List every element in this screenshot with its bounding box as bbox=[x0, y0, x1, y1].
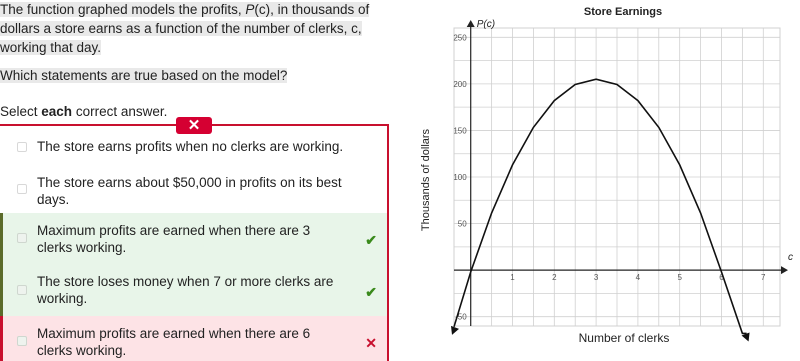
store-earnings-chart bbox=[415, 0, 800, 361]
close-icon: ✕ bbox=[187, 117, 201, 134]
y-tick-label: 150 bbox=[453, 126, 467, 136]
checkbox[interactable] bbox=[17, 184, 27, 194]
x-tick-label: 7 bbox=[761, 273, 766, 283]
x-tick-label: 4 bbox=[635, 273, 641, 283]
answer-option-5[interactable] bbox=[0, 316, 387, 361]
correct-indicator-bar bbox=[0, 264, 3, 316]
answer-options bbox=[0, 124, 389, 361]
prompt-text: The function graphed models the profits, bbox=[0, 2, 246, 17]
option-label: The store loses money when 7 or more clerks are working. bbox=[37, 274, 334, 306]
close-button[interactable] bbox=[176, 117, 212, 134]
prompt-function-name: P bbox=[245, 2, 255, 17]
instruction-pre: Select bbox=[0, 104, 42, 119]
option-label: Maximum profits are earned when there are 3 clerks working. bbox=[37, 223, 311, 255]
prompt-text-continued: , in thousands of dollars a store earns as a function of the number of clerks, c, working that day. bbox=[0, 2, 370, 55]
prompt-function-arg: (c) bbox=[254, 2, 271, 17]
y-tick-label: 50 bbox=[457, 219, 467, 229]
checkbox[interactable] bbox=[17, 142, 27, 152]
x-tick-label: 1 bbox=[510, 273, 515, 283]
gridlines bbox=[454, 28, 780, 326]
profit-curve bbox=[454, 79, 747, 333]
x-tick-label: 2 bbox=[552, 273, 557, 283]
checkmark-icon: ✔ bbox=[365, 232, 377, 248]
instruction-post: correct answer. bbox=[72, 104, 168, 119]
x-axis-name: c bbox=[788, 252, 793, 264]
curve-layer bbox=[451, 79, 750, 341]
option-label: The store earns profits when no clerks are working. bbox=[37, 139, 344, 154]
ask-text: Which statements are true based on the model? bbox=[0, 68, 288, 83]
question-ask bbox=[0, 66, 372, 85]
x-tick-label: 6 bbox=[719, 273, 724, 283]
option-label: The store earns about $50,000 in profits on its best days. bbox=[37, 175, 342, 207]
y-axis-name: P(c) bbox=[476, 19, 496, 30]
option-label: Maximum profits are earned when there are 6 clerks working. bbox=[37, 326, 311, 358]
instruction-bold: each bbox=[41, 104, 73, 119]
question-panel bbox=[0, 0, 390, 361]
x-tick-label: 5 bbox=[677, 273, 682, 283]
cross-icon: ✕ bbox=[365, 335, 377, 351]
x-axis-label: Number of clerks bbox=[578, 331, 670, 345]
graph-panel bbox=[415, 0, 800, 361]
instruction bbox=[0, 103, 167, 121]
checkbox-checked[interactable] bbox=[17, 336, 27, 346]
answer-option-2[interactable] bbox=[0, 168, 387, 213]
y-tick-label: -50 bbox=[455, 312, 467, 322]
incorrect-indicator-bar bbox=[0, 316, 3, 361]
correct-indicator-bar bbox=[0, 213, 3, 264]
question-prompt bbox=[0, 0, 372, 57]
y-axis-arrow-icon bbox=[467, 20, 475, 27]
y-axis-label: Thousands of dollars bbox=[420, 128, 432, 232]
x-axis-arrow-icon bbox=[781, 266, 788, 274]
y-tick-label: 100 bbox=[453, 173, 467, 182]
checkbox-checked[interactable] bbox=[17, 233, 27, 243]
y-tick-label: 200 bbox=[453, 79, 467, 89]
answer-option-3[interactable] bbox=[0, 213, 387, 264]
tick-labels bbox=[453, 33, 766, 321]
checkmark-icon: ✔ bbox=[365, 284, 377, 300]
checkbox-checked[interactable] bbox=[17, 285, 27, 295]
curve-arrow-left-icon bbox=[451, 326, 459, 335]
y-tick-label: 250 bbox=[453, 33, 467, 43]
chart-title: Store Earnings bbox=[583, 6, 663, 18]
x-tick-label: 3 bbox=[593, 273, 599, 283]
answer-option-4[interactable] bbox=[0, 264, 387, 316]
